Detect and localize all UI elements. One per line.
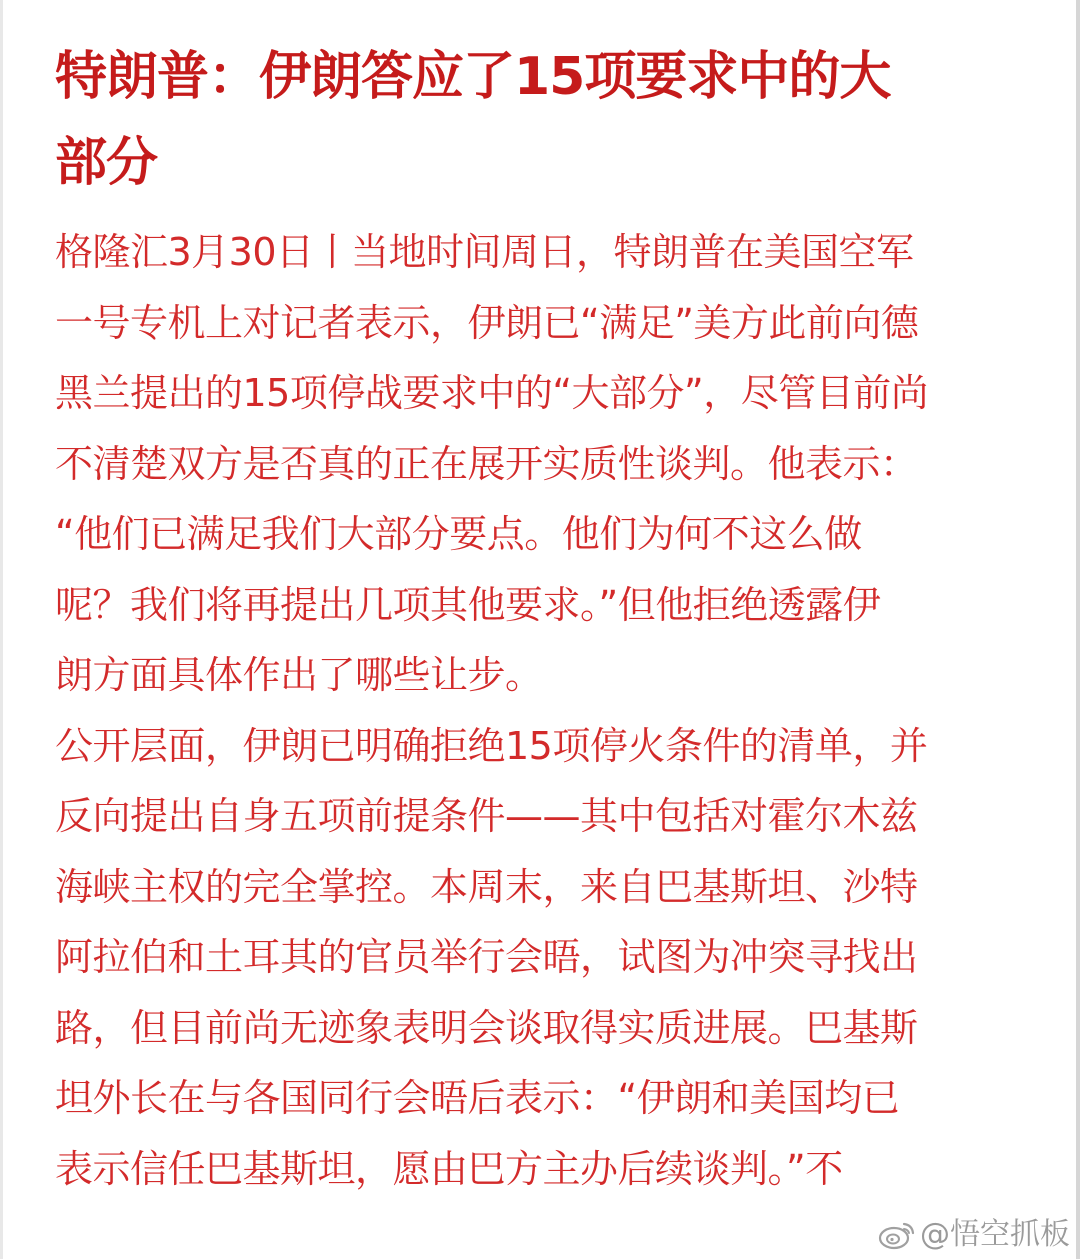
body-line: 坦外长在与各国同行会晤后表示：“伊朗和美国均已 [55,1076,900,1120]
body-line: “他们已满足我们大部分要点。他们为何不这么做 [55,512,862,556]
body-line: 海峡主权的完全掌控。本周末，来自巴基斯坦、沙特 [55,864,918,909]
headline-line: 特朗普：伊朗答应了15项要求中的大 [55,47,891,107]
body-line: 阿拉伯和土耳其的官员举行会晤，试图为冲突寻找出 [55,935,918,979]
body-line: 表示信任巴基斯坦，愿由巴方主办后续谈判。”不 [55,1146,843,1191]
body-line: 路，但目前尚无迹象表明会谈取得实质进展。巴基斯 [55,1005,918,1050]
headline-line: 部分 [55,133,158,193]
weibo-icon [878,1220,916,1250]
article-headline [55,34,1030,206]
right-edge-divider [1076,0,1080,1259]
body-line: 不清楚双方是否真的正在展开实质性谈判。他表示： [55,441,918,486]
body-line: 朗方面具体作出了哪些让步。 [55,653,543,697]
body-line: 呢？我们将再提出几项其他要求。”但他拒绝透露伊 [55,582,881,627]
watermark [878,1217,1070,1253]
watermark-text: @悟空抓板 [920,1217,1070,1252]
body-line: 黑兰提出的15项停战要求中的“大部分”，尽管目前尚 [55,371,929,415]
body-line: 公开层面，伊朗已明确拒绝15项停火条件的清单，并 [55,723,928,768]
left-edge-divider [0,0,3,1259]
body-line: 反向提出自身五项前提条件——其中包括对霍尔木兹 [55,794,918,838]
article-body [55,217,1030,1204]
body-line: 格隆汇3月30日丨当地时间周日，特朗普在美国空军 [55,230,914,274]
body-line: 一号专机上对记者表示，伊朗已“满足”美方此前向德 [55,300,919,345]
article [55,34,1030,1204]
